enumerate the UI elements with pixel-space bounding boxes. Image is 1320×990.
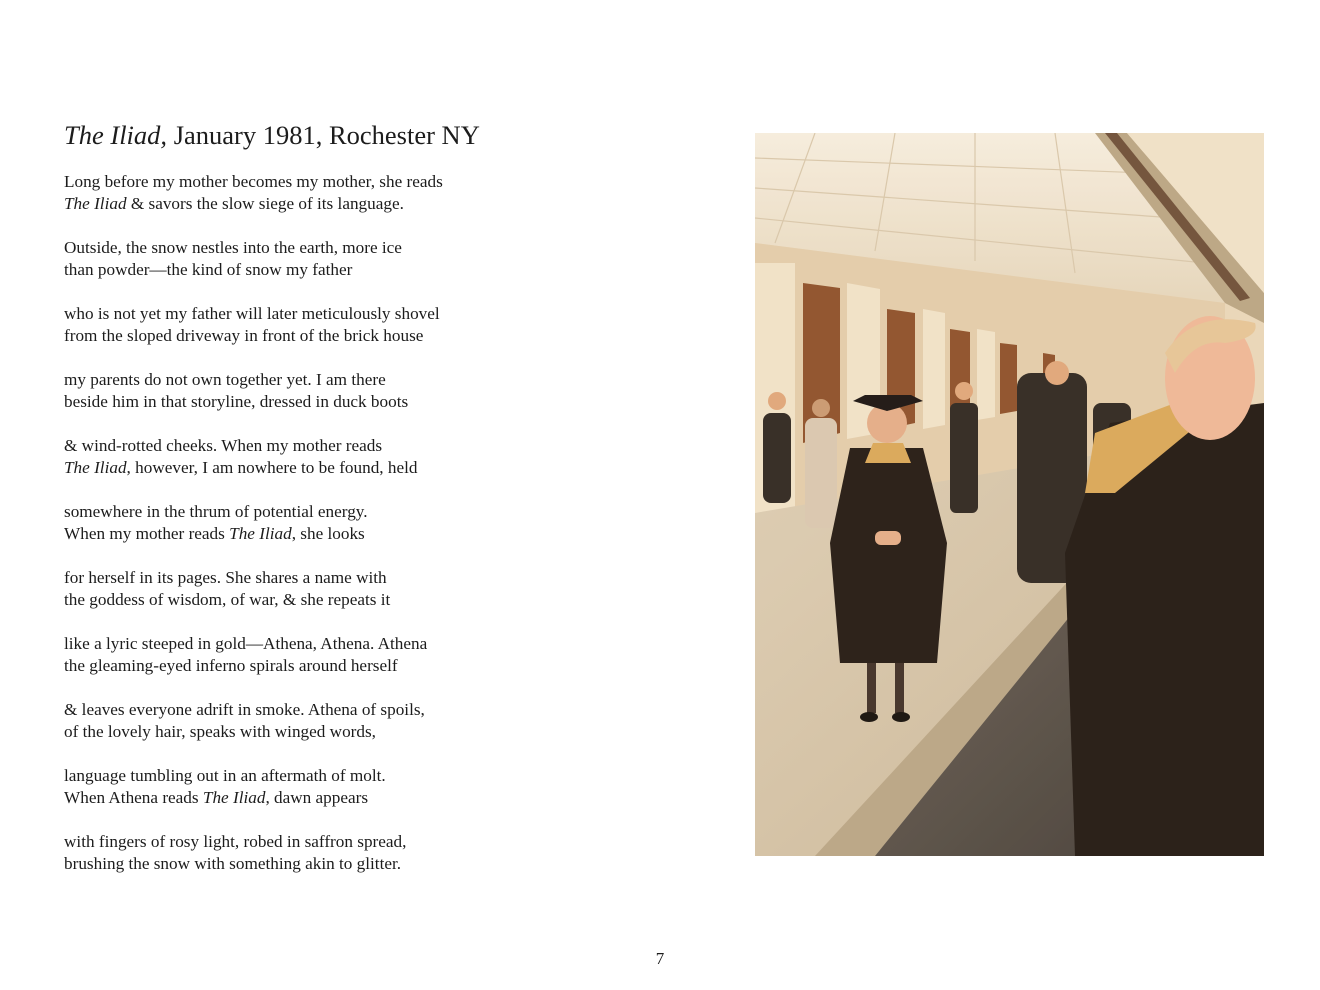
poem-line: than powder—the kind of snow my father <box>64 260 353 279</box>
graduation-photo <box>755 133 1264 856</box>
stanza <box>64 633 534 677</box>
poem-line: When Athena reads The Iliad, dawn appears <box>64 788 369 807</box>
stanza <box>64 699 534 743</box>
poem-line: like a lyric steeped in gold—Athena, Athena. Athena <box>64 634 428 653</box>
poem-line: from the sloped driveway in front of the brick house <box>64 326 424 345</box>
poem-line: of the lovely hair, speaks with winged words, <box>64 722 376 741</box>
poem-line: my parents do not own together yet. I am there <box>64 370 386 389</box>
stanza <box>64 303 534 347</box>
poem-line: Outside, the snow nestles into the earth, more ice <box>64 238 402 257</box>
poem-line: the goddess of wisdom, of war, & she repeats it <box>64 590 391 609</box>
italic-title: The Iliad <box>64 194 127 213</box>
poem-line: who is not yet my father will later meticulously shovel <box>64 304 440 323</box>
poem-title <box>64 118 480 152</box>
stanza <box>64 831 534 875</box>
stanza <box>64 765 534 809</box>
italic-title: The Iliad <box>202 788 266 807</box>
poem-line: brushing the snow with something akin to glitter. <box>64 854 402 873</box>
poem-line: language tumbling out in an aftermath of molt. <box>64 766 386 785</box>
stanza <box>64 435 534 479</box>
poem-title-italic: The Iliad, <box>64 120 168 150</box>
poem-line: & wind-rotted cheeks. When my mother reads <box>64 436 383 455</box>
poem-line: with fingers of rosy light, robed in saffron spread, <box>64 832 407 851</box>
poem-line: The Iliad, however, I am nowhere to be found, held <box>64 458 418 477</box>
poem-line: Long before my mother becomes my mother, she reads <box>64 172 443 191</box>
poem-line: the gleaming-eyed inferno spirals around herself <box>64 656 398 675</box>
poem-line: for herself in its pages. She shares a name with <box>64 568 387 587</box>
poem-body <box>64 171 534 897</box>
poem-title-rest: January 1981, Rochester NY <box>167 120 480 150</box>
poem-line: When my mother reads The Iliad, she looks <box>64 524 365 543</box>
stanza <box>64 501 534 545</box>
poem-line: beside him in that storyline, dressed in duck boots <box>64 392 409 411</box>
poem-line: & leaves everyone adrift in smoke. Athena of spoils, <box>64 700 425 719</box>
poem-line: The Iliad & savors the slow siege of its language. <box>64 194 404 213</box>
stanza <box>64 369 534 413</box>
page-number: 7 <box>655 949 665 968</box>
italic-title: The Iliad <box>64 458 127 477</box>
stanza <box>64 567 534 611</box>
stanza <box>64 171 534 215</box>
stanza <box>64 237 534 281</box>
italic-title: The Iliad <box>229 524 292 543</box>
poem-line: somewhere in the thrum of potential energy. <box>64 502 368 521</box>
